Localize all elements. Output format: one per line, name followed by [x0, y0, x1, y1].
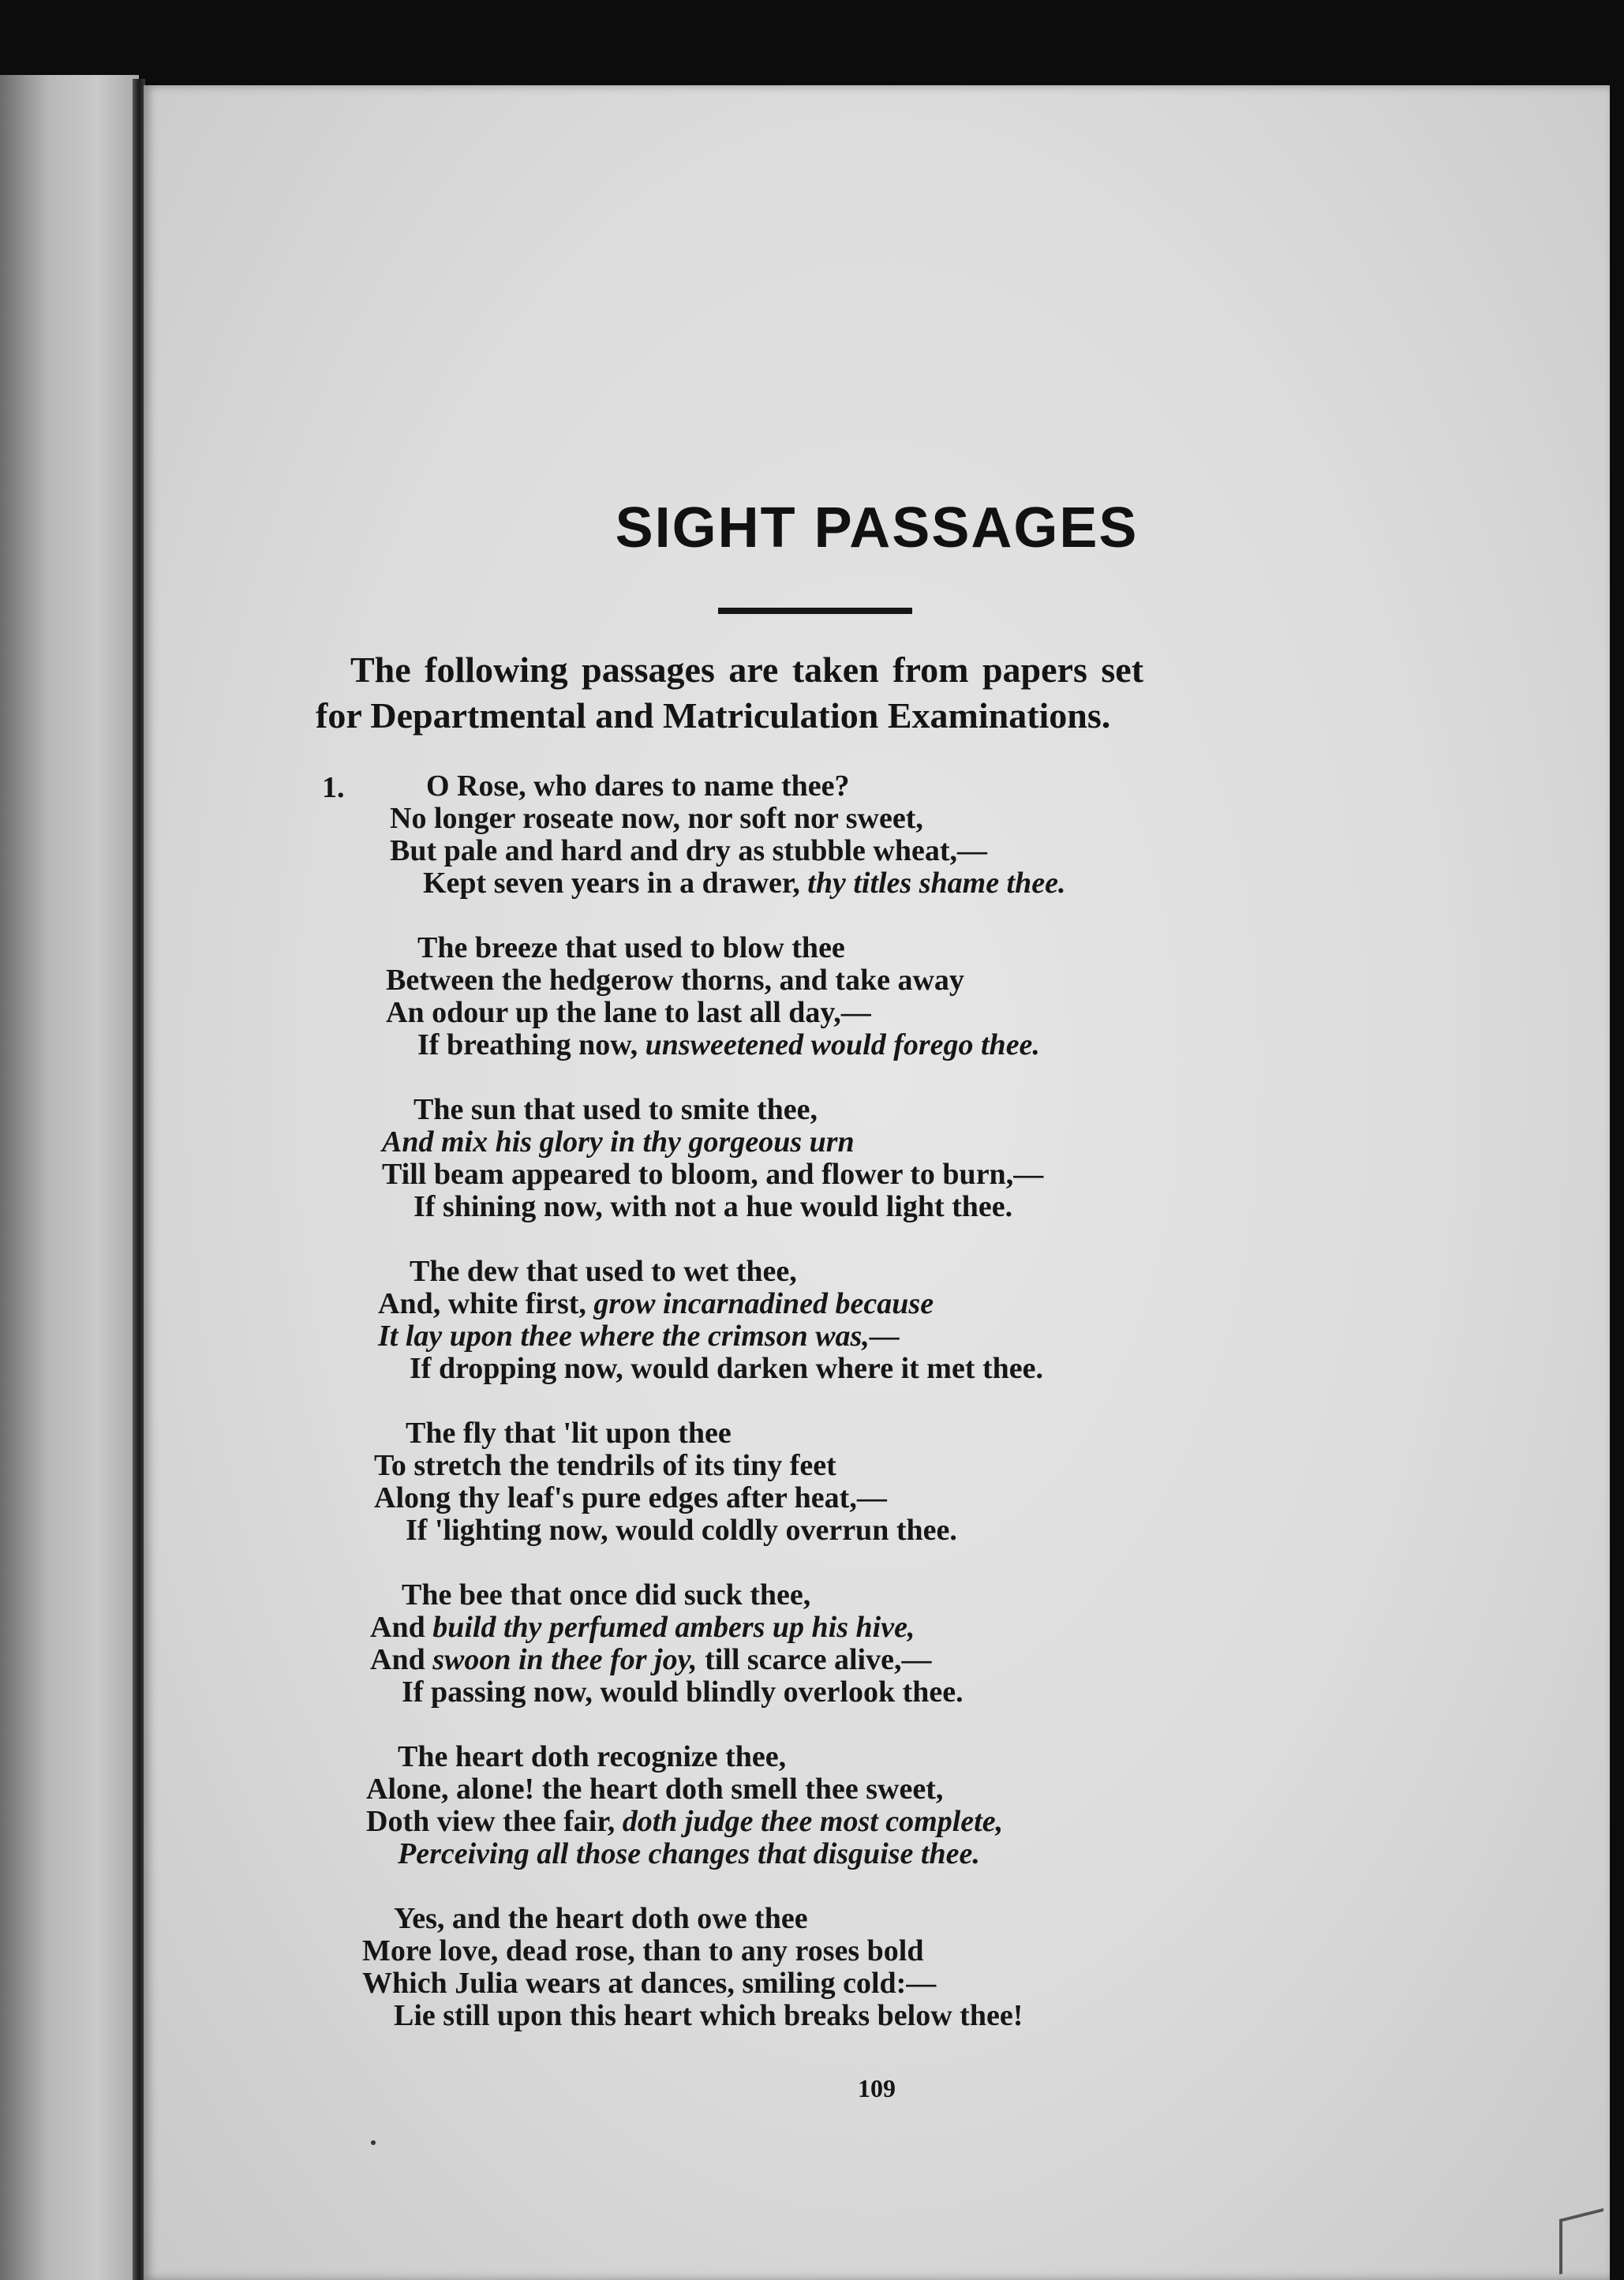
- page-corner-fold: [1559, 2208, 1603, 2274]
- line-text: The bee that once did suck thee,: [402, 1578, 811, 1612]
- italic-text: doth judge thee most complete,: [622, 1805, 1004, 1838]
- poem-line: [144, 1191, 1610, 1223]
- line-text: An odour up the lane to last all day,—: [386, 996, 871, 1029]
- line-text: And, white first,: [378, 1287, 594, 1320]
- poem-line: [144, 997, 1610, 1029]
- poem-line: [144, 770, 1610, 803]
- poem-line: [144, 1320, 1610, 1353]
- line-text: Lie still upon this heart which breaks below thee!: [394, 1999, 1023, 2032]
- line-text: The sun that used to smite thee,: [413, 1093, 818, 1126]
- book-page: [144, 85, 1610, 2280]
- poem-line: [144, 1288, 1610, 1320]
- stanza: [144, 1903, 1610, 2032]
- intro-line: for Departmental and Matriculation Examinations.: [316, 695, 1111, 736]
- poem-line: [144, 1417, 1610, 1450]
- italic-text: grow incarnadined because: [593, 1287, 934, 1320]
- poem-line: [144, 932, 1610, 964]
- poem-line: [144, 803, 1610, 835]
- poem-line: [144, 867, 1610, 900]
- stanza: [144, 1256, 1610, 1385]
- poem-line: [144, 1773, 1610, 1806]
- poem-line: [144, 1806, 1610, 1838]
- italic-text: It lay upon thee where the crimson was,—: [378, 1320, 900, 1353]
- line-text: And: [370, 1611, 433, 1644]
- poem-line: [144, 1514, 1610, 1547]
- stanza: [144, 1094, 1610, 1223]
- line-text: till scarce alive,—: [697, 1643, 932, 1676]
- title-rule: [718, 608, 912, 614]
- line-text: The fly that 'lit upon thee: [406, 1417, 732, 1450]
- poem-line: [144, 1612, 1610, 1644]
- line-text: Doth view thee fair,: [366, 1805, 623, 1838]
- line-text: If passing now, would blindly overlook thee.: [402, 1675, 964, 1709]
- page-title: SIGHT PASSAGES: [615, 496, 1139, 560]
- intro-paragraph: [316, 647, 1357, 739]
- line-text: Kept seven years in a drawer,: [423, 867, 808, 900]
- italic-text: And mix his glory in thy gorgeous urn: [382, 1125, 855, 1159]
- line-text: O Rose, who dares to name thee?: [426, 769, 850, 803]
- poem-line: [144, 1029, 1610, 1061]
- poem-line: [144, 1094, 1610, 1126]
- line-text: To stretch the tendrils of its tiny feet: [374, 1449, 836, 1482]
- line-text: If shining now, with not a hue would light thee.: [413, 1190, 1013, 1223]
- poem-line: [144, 1579, 1610, 1612]
- line-text: Alone, alone! the heart doth smell thee sweet,: [366, 1773, 944, 1806]
- line-text: Till beam appeared to bloom, and flower to burn,—: [382, 1158, 1044, 1191]
- line-text: Which Julia wears at dances, smiling cold:—: [362, 1967, 937, 2000]
- poem-line: [144, 1353, 1610, 1385]
- poem-line: [144, 1126, 1610, 1159]
- italic-text: swoon in thee for joy,: [432, 1643, 698, 1676]
- stanza: [144, 932, 1610, 1061]
- poem-line: [144, 1967, 1610, 2000]
- poem: [144, 770, 1610, 2065]
- line-text: If dropping now, would darken where it met thee.: [410, 1352, 1043, 1385]
- page-number: 109: [858, 2074, 896, 2102]
- poem-line: [144, 835, 1610, 867]
- line-text: More love, dead rose, than to any roses bold: [362, 1934, 924, 1967]
- stanza: [144, 1579, 1610, 1709]
- line-text: The heart doth recognize thee,: [398, 1740, 787, 1773]
- poem-line: [144, 1482, 1610, 1514]
- poem-line: [144, 2000, 1610, 2032]
- poem-line: [144, 1838, 1610, 1870]
- line-text: Yes, and the heart doth owe thee: [394, 1902, 808, 1935]
- poem-line: [144, 1676, 1610, 1709]
- stanza: [144, 1417, 1610, 1547]
- italic-text: Perceiving all those changes that disguise thee.: [398, 1837, 980, 1870]
- poem-line: [144, 1935, 1610, 1967]
- line-text: But pale and hard and dry as stubble wheat,—: [390, 834, 988, 867]
- poem-line: [144, 1450, 1610, 1482]
- poem-line: [144, 964, 1610, 997]
- poem-line: [144, 1741, 1610, 1773]
- stanza: [144, 770, 1610, 900]
- poem-line: [144, 1903, 1610, 1935]
- poem-line: [144, 1159, 1610, 1191]
- poem-line: [144, 1256, 1610, 1288]
- line-text: If 'lighting now, would coldly overrun thee.: [406, 1514, 957, 1547]
- left-page-edge: [0, 75, 139, 2280]
- line-text: Between the hedgerow thorns, and take away: [386, 964, 964, 997]
- stanza: [144, 1741, 1610, 1870]
- line-text: No longer roseate now, nor soft nor sweet,: [390, 802, 923, 835]
- line-text: The dew that used to wet thee,: [410, 1255, 797, 1288]
- speck: [371, 2140, 376, 2145]
- italic-text: unsweetened would forego thee.: [645, 1028, 1040, 1061]
- line-text: If breathing now,: [417, 1028, 645, 1061]
- intro-line: The following passages are taken from papers set: [350, 650, 1144, 690]
- italic-text: thy titles shame thee.: [807, 867, 1066, 900]
- line-text: And: [370, 1643, 433, 1676]
- italic-text: build thy perfumed ambers up his hive,: [432, 1611, 915, 1644]
- line-text: The breeze that used to blow thee: [417, 931, 845, 964]
- line-text: Along thy leaf's pure edges after heat,—: [374, 1481, 887, 1514]
- passage-number: 1.: [322, 771, 345, 804]
- poem-line: [144, 1644, 1610, 1676]
